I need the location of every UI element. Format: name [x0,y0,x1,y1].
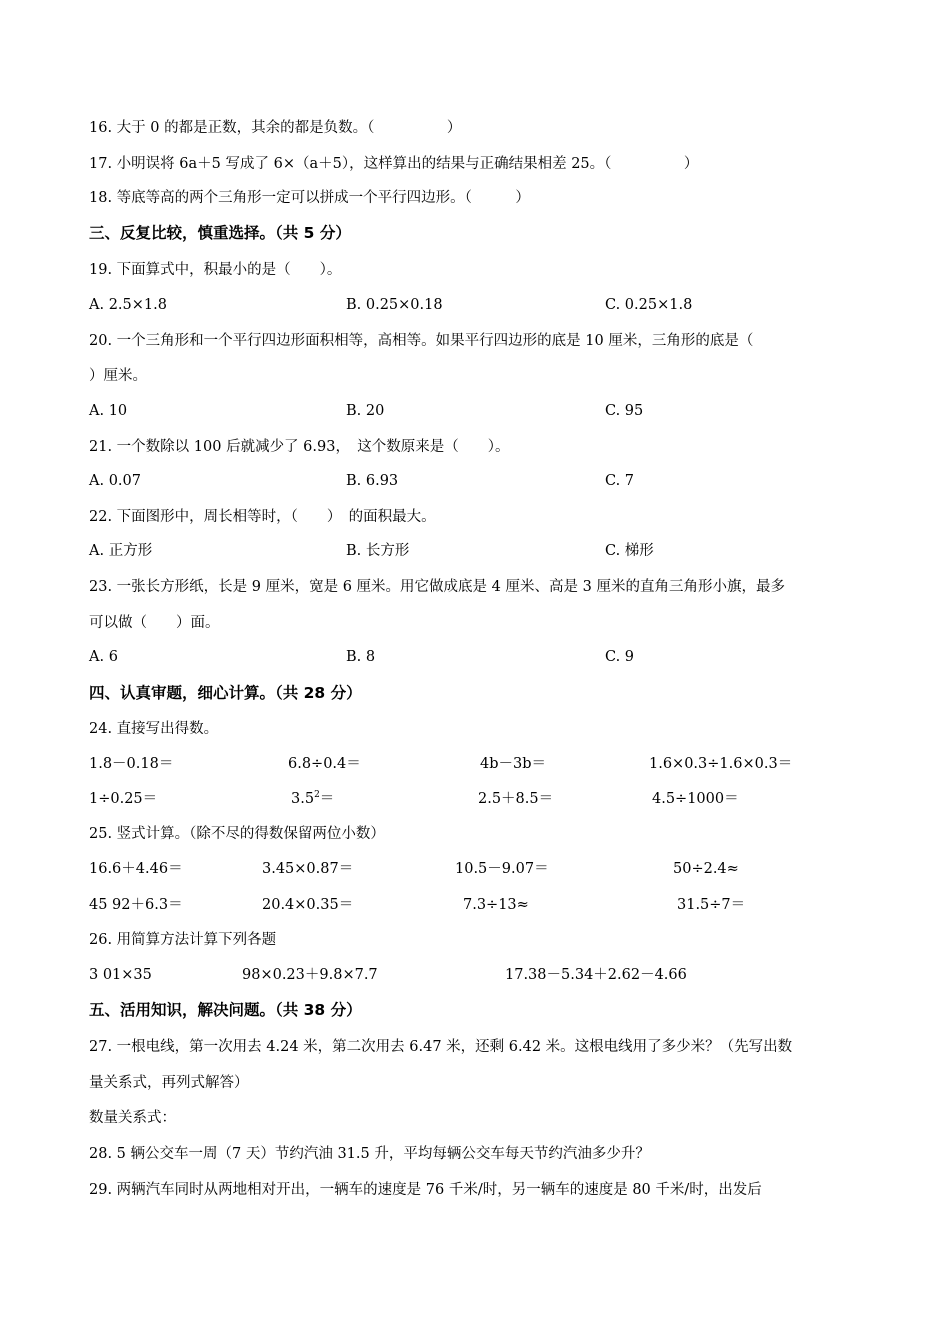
q19-option-c: C. 0.25×1.8 [605,297,693,313]
q21-option-b: B. 6.93 [346,473,399,489]
q25-item: 10.5－9.07＝ [455,861,549,877]
q19-option-b: B. 0.25×0.18 [346,297,443,313]
q21-option-a: A. 0.07 [89,473,141,489]
question-21: 21. 一个数除以 100 后就减少了 6.93， 这个数原来是（ ）。 [89,439,510,455]
question-29: 29. 两辆汽车同时从两地相对开出，一辆车的速度是 76 千米/时，另一辆车的速度是 80 千米/时，出发后 [89,1182,762,1198]
question-26: 26. 用简算方法计算下列各题 [89,932,277,948]
question-27-line2: 量关系式，再列式解答） [89,1075,249,1091]
q24-item: 4.5÷1000＝ [652,791,739,807]
q26-item: 98×0.23＋9.8×7.7 [242,967,378,983]
q25-item: 7.3÷13≈ [463,897,529,913]
question-23-line1: 23. 一张长方形纸，长是 9 厘米，宽是 6 厘米。用它做成底是 4 厘米、高是 3 厘米的直角三角形小旗，最多 [89,579,785,595]
section-4-heading: 四、认真审题，细心计算。（共 28 分） [89,684,362,702]
q24-item: 6.8÷0.4＝ [288,756,361,772]
q20-option-b: B. 20 [346,403,385,419]
q20-option-a: A. 10 [89,403,128,419]
q20-option-c: C. 95 [605,403,644,419]
q19-option-a: A. 2.5×1.8 [89,297,167,313]
question-27-line3: 数量关系式： [89,1110,176,1126]
power-exponent: 2 [314,790,320,800]
q24-item: 1.8－0.18＝ [89,756,174,772]
q24-item-power [291,789,334,809]
q23-option-c: C. 9 [605,649,635,665]
q24-item: 1÷0.25＝ [89,791,158,807]
q25-item: 31.5÷7＝ [677,897,746,913]
q25-item: 16.6＋4.46＝ [89,861,183,877]
q24-item: 2.5＋8.5＝ [478,791,554,807]
q22-option-a: A. 正方形 [89,543,153,559]
question-20-line1: 20. 一个三角形和一个平行四边形面积相等，高相等。如果平行四边形的底是 10 厘米，三角形的底是（ [89,333,754,349]
question-20-line2: ）厘米。 [89,368,147,384]
q23-option-a: A. 6 [89,649,118,665]
question-23-line2: 可以做（ ）面。 [89,615,220,631]
q25-item: 50÷2.4≈ [673,861,739,877]
q24-item: 1.6×0.3÷1.6×0.3＝ [649,756,793,772]
q22-option-b: B. 长方形 [346,543,410,559]
power-equals: ＝ [319,791,335,807]
question-17: 17. 小明误将 6a＋5 写成了 6×（a＋5），这样算出的结果与正确结果相差 25。（ ） [89,156,699,172]
q23-option-b: B. 8 [346,649,376,665]
power-base: 3.5 [291,791,315,807]
question-16: 16. 大于 0 的都是正数，其余的都是负数。（ ） [89,120,462,136]
q25-item: 45 92＋6.3＝ [89,897,183,913]
q21-option-c: C. 7 [605,473,635,489]
q24-item: 4b－3b＝ [480,756,547,772]
question-22: 22. 下面图形中，周长相等时，（ ） 的面积最大。 [89,509,436,525]
q25-item: 3.45×0.87＝ [262,861,354,877]
q22-option-c: C. 梯形 [605,543,654,559]
question-18: 18. 等底等高的两个三角形一定可以拼成一个平行四边形。（ ） [89,190,530,206]
section-5-heading: 五、活用知识，解决问题。（共 38 分） [89,1001,362,1019]
question-19: 19. 下面算式中，积最小的是（ ）。 [89,262,342,278]
q25-item: 20.4×0.35＝ [262,897,354,913]
question-24: 24. 直接写出得数。 [89,721,219,737]
question-28: 28. 5 辆公交车一周（7 天）节约汽油 31.5 升，平均每辆公交车每天节约汽油多少升？ [89,1146,650,1162]
section-3-heading: 三、反复比较，慎重选择。（共 5 分） [89,224,351,242]
q26-item: 17.38－5.34＋2.62－4.66 [505,967,687,983]
question-25: 25. 竖式计算。（除不尽的得数保留两位小数） [89,826,385,842]
q26-item: 3 01×35 [89,967,152,983]
question-27-line1: 27. 一根电线，第一次用去 4.24 米，第二次用去 6.47 米，还剩 6.42 米。这根电线用了多少米？（先写出数 [89,1039,793,1055]
